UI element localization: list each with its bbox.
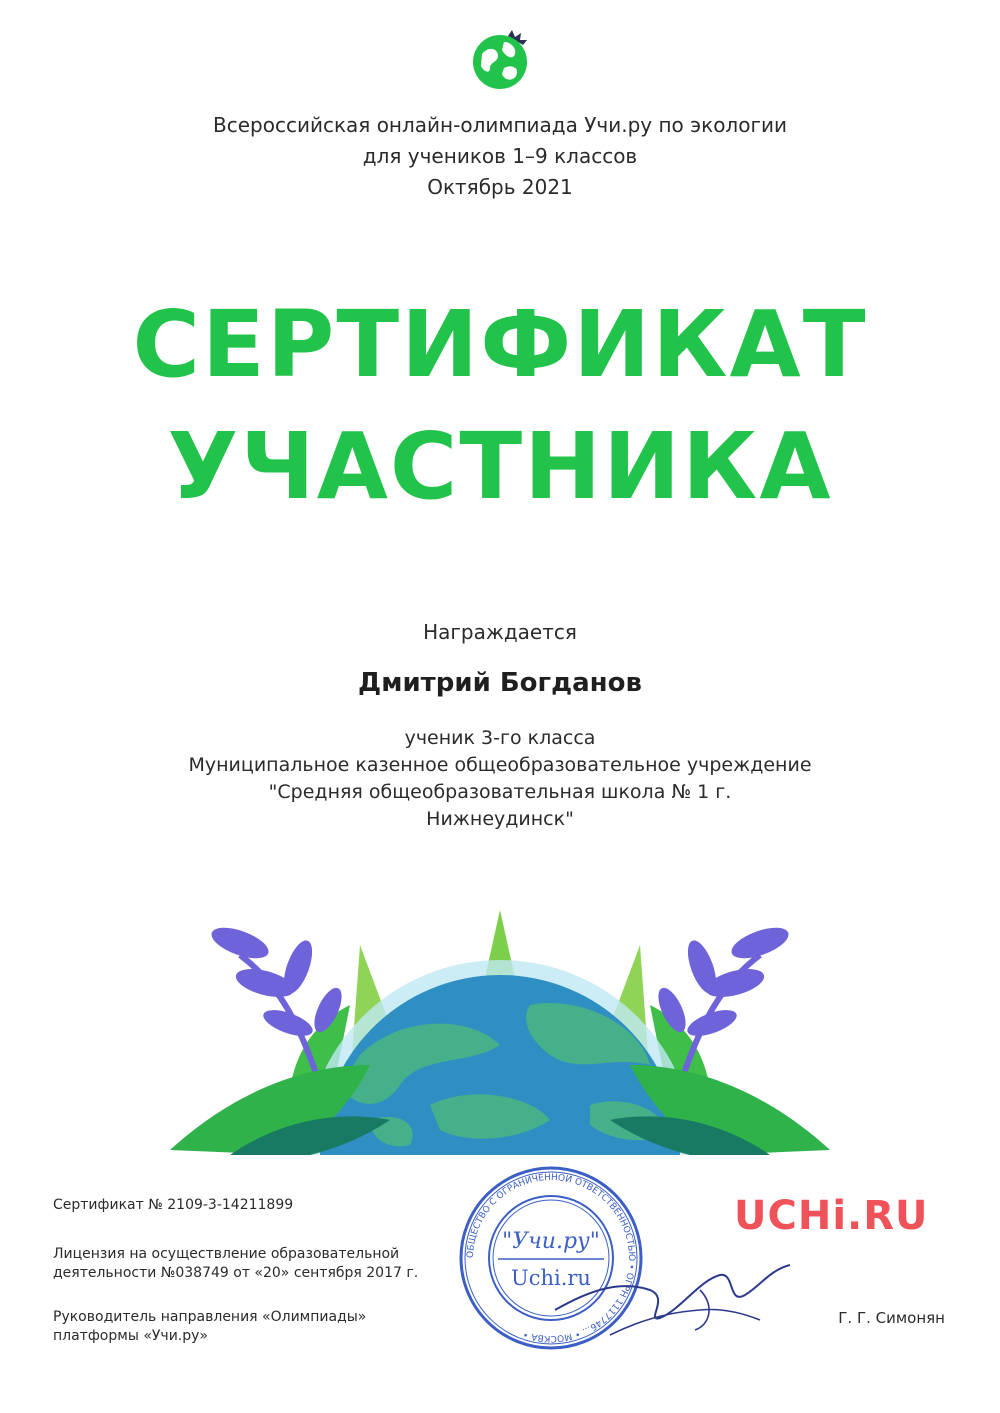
school-line-2: "Средняя общеобразовательная школа № 1 г. — [268, 781, 732, 803]
school-line-1: Муниципальное казенное общеобразовательное учреждение — [188, 754, 812, 776]
student-grade: ученик 3-го класса — [404, 727, 596, 749]
head-title-line-2: платформы «Учи.ру» — [53, 1328, 208, 1344]
olympiad-grades: для учеников 1–9 классов — [362, 144, 638, 168]
license-line-2: деятельности №038749 от «20» сентября 2017 г. — [53, 1265, 419, 1281]
earth-plants-illustration — [170, 905, 830, 1155]
uchi-ru-logo: UCHi.RU — [734, 1193, 929, 1239]
signer-name: Г. Г. Симонян — [838, 1309, 945, 1327]
certificate-title-line2: УЧАСТНИКА — [167, 413, 833, 520]
stamp-inner-bottom: Uchi.ru — [511, 1266, 591, 1290]
awarded-label: Награждается — [423, 620, 577, 644]
signature — [550, 1250, 800, 1350]
olympiad-date: Октябрь 2021 — [427, 175, 573, 199]
certificate-number: Сертификат № 2109-3-14211899 — [53, 1197, 294, 1213]
stamp-ring-text: ОБЩЕСТВО С ОГРАНИЧЕННОЙ ОТВЕТСТВЕННОСТЬЮ • ОГРН 1117746... • МОСКВА • — [465, 1172, 637, 1344]
license-line-1: Лицензия на осуществление образовательной — [53, 1246, 400, 1262]
head-title-line-1: Руководитель направления «Олимпиады» — [53, 1309, 367, 1325]
student-name: Дмитрий Богданов — [358, 668, 642, 698]
olympiad-title: Всероссийская онлайн-олимпиада Учи.ру по экологии — [213, 113, 787, 137]
globe-logo-icon — [468, 28, 532, 92]
stamp-inner-top: "Учи.ру" — [502, 1229, 600, 1254]
school-line-3: Нижнеудинск" — [426, 808, 574, 830]
certificate-title-line1: СЕРТИФИКАТ — [132, 291, 868, 398]
